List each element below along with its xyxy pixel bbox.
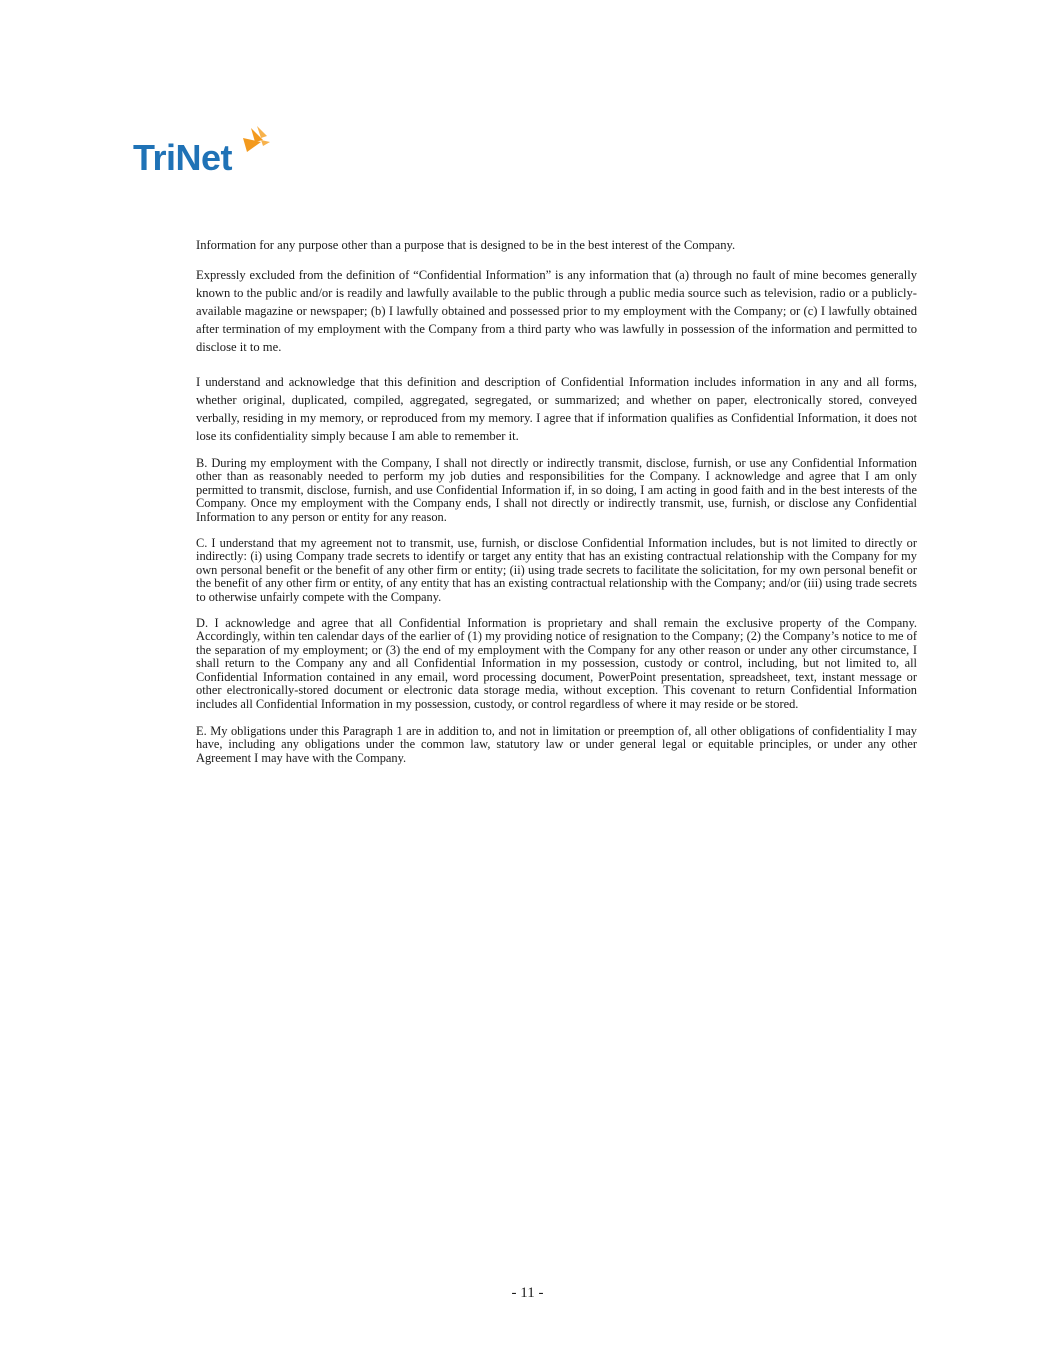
paragraph-d: D. I acknowledge and agree that all Confidential Information is proprietary and shall remain the exclusive property of the Company. Accordingly, within ten calendar days of the earlier of (1) my providing notice of resignation to the Company; (2) the Company’s notice to me of the separation of my employment; or (3) the end of my employment with the Company for any other reason or under any other circumstance, I shall return to the Company any and all Confidential Information in my possession, custody or control, including, but not limited to, all Confidential Information contained in any email, word processing document, PowerPoint presentation, spreadsheet, text, instant message or other electronically-stored document or electronic data storage media, without exception. This covenant to return Confidential Information includes all Confidential Information in my possession, custody, or control regardless of where it may reside or be stored. <box>196 616 917 711</box>
paragraph-definition-scope: I understand and acknowledge that this definition and description of Confidential Information includes information in any and all forms, whether original, duplicated, compiled, aggregated, segregated, or summarized; and whether on paper, electronically stored, conveyed verbally, residing in my memory, or reproduced from my memory. I agree that if information qualifies as Confidential Information, it does not lose its confidentiality simply because I am able to remember it. <box>196 375 917 443</box>
page-number: - 11 - <box>511 1285 544 1301</box>
paragraph-continuation: Information for any purpose other than a purpose that is designed to be in the best interest of the Company. <box>196 238 736 252</box>
paragraph-b: B. During my employment with the Company, I shall not directly or indirectly transmit, disclose, furnish, or use any Confidential Information other than as reasonably needed to perform my job duties and responsibilities for the Company. I acknowledge and agree that I am only permitted to transmit, disclose, furnish, and use Confidential Information if, in so doing, I am acting in good faith and in the best interests of the Company. Once my employment with the Company ends, I shall not directly or indirectly transmit, use, furnish, or disclose any Confidential Information to any person or entity for any reason. <box>196 456 917 524</box>
paragraph-e: E. My obligations under this Paragraph 1 are in addition to, and not in limitation or preemption of, all other obligations of confidentiality I may have, including any obligations under the common law, statutory law or under general legal or equitable principles, or under any other Agreement I may have with the Company. <box>196 723 917 765</box>
paragraph-exclusions: Expressly excluded from the definition of “Confidential Information” is any information that (a) through no fault of mine becomes generally known to the public and/or is readily and lawfully available to the public through a public media source such as television, radio or a publicly-available magazine or newspaper; (b) I lawfully obtained and possessed prior to my employment with the Company; or (c) I lawfully obtained after termination of my employment with the Company from a third party who was lawfully in possession of the information and permitted to disclose it to me. <box>196 268 917 354</box>
trinet-logo <box>133 124 273 180</box>
logo-bird-icon <box>241 124 271 158</box>
paragraph-c: C. I understand that my agreement not to transmit, use, furnish, or disclose Confidential Information includes, but is not limited to directly or indirectly: (i) using Company trade secrets to identify or target any entity that has an existing contractual relationship with the Company for my own personal benefit or the benefit of any other firm or entity; (ii) using trade secrets to facilitate the solicitation, for my own personal benefit or the benefit of any other firm or entity, of any entity that has an existing contractual relationship with the Company; and/or (iii) using trade secrets to otherwise unfairly compete with the Company. <box>196 536 917 604</box>
logo-wordmark: TriNet <box>133 137 233 178</box>
document-body <box>196 236 917 765</box>
